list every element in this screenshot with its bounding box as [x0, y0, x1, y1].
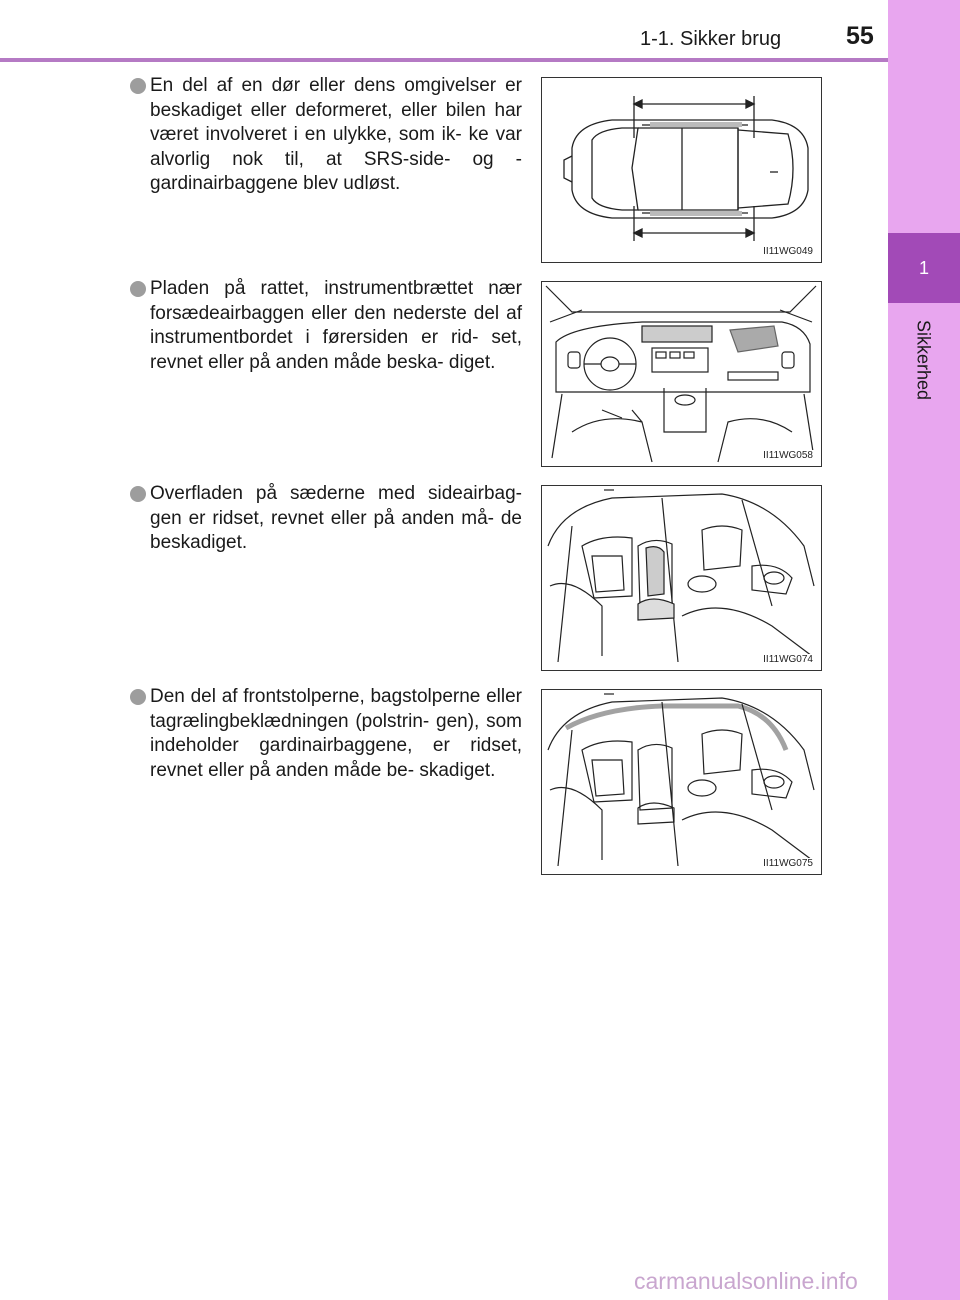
header-rule [0, 58, 888, 62]
page-number: 55 [846, 22, 874, 50]
chapter-number-tab[interactable]: 1 [888, 233, 960, 303]
list-item [130, 685, 522, 783]
seat-cutaway-illustration [542, 486, 820, 669]
watermark: carmanualsonline.info [634, 1268, 858, 1294]
figure-code: II11WG058 [763, 450, 813, 461]
bullet-icon [130, 281, 146, 297]
figure-curtain-airbag-view [541, 689, 822, 875]
bullet-icon [130, 486, 146, 502]
bullet-icon [130, 689, 146, 705]
dashboard-illustration [542, 282, 820, 465]
side-tab-band [888, 0, 960, 1300]
car-top-view-illustration [542, 78, 820, 261]
section-title: 1-1. Sikker brug [640, 28, 782, 50]
item-text: Pladen på rattet, instrumentbrættet nær forsædeairbaggen eller den nederste del af instrumentbordet i førersiden er rid- set, revnet eller på anden måde beska- diget. [150, 278, 522, 373]
figure-code: II11WG075 [763, 858, 813, 869]
figure-code: II11WG049 [763, 246, 813, 257]
figure-seat-side-view [541, 485, 822, 671]
figure-code: II11WG074 [763, 654, 813, 665]
curtain-airbag-illustration [542, 690, 820, 873]
item-text: Den del af frontstolperne, bagstolperne eller tagrælingbeklædningen (polstrin- gen), som indeholder gardinairbaggene, er ridset, revnet eller på anden måde be- skadiget. [150, 686, 522, 781]
list-item [130, 277, 522, 375]
list-item [130, 482, 522, 556]
item-text: En del af en dør eller dens omgivelser er beskadiget eller deformeret, eller bilen har været involveret i en ulykke, som ik- ke var alvorlig nok til, at SRS-side- og - gardinairbaggene blev udløst. [150, 75, 522, 194]
figure-dashboard [541, 281, 822, 467]
bullet-icon [130, 78, 146, 94]
figure-car-top-view [541, 77, 822, 263]
item-text: Overfladen på sæderne med sideairbag- gen er ridset, revnet eller på anden må- de beskadiget. [150, 483, 522, 553]
list-item [130, 74, 522, 197]
chapter-label: Sikkerhed [913, 320, 934, 401]
